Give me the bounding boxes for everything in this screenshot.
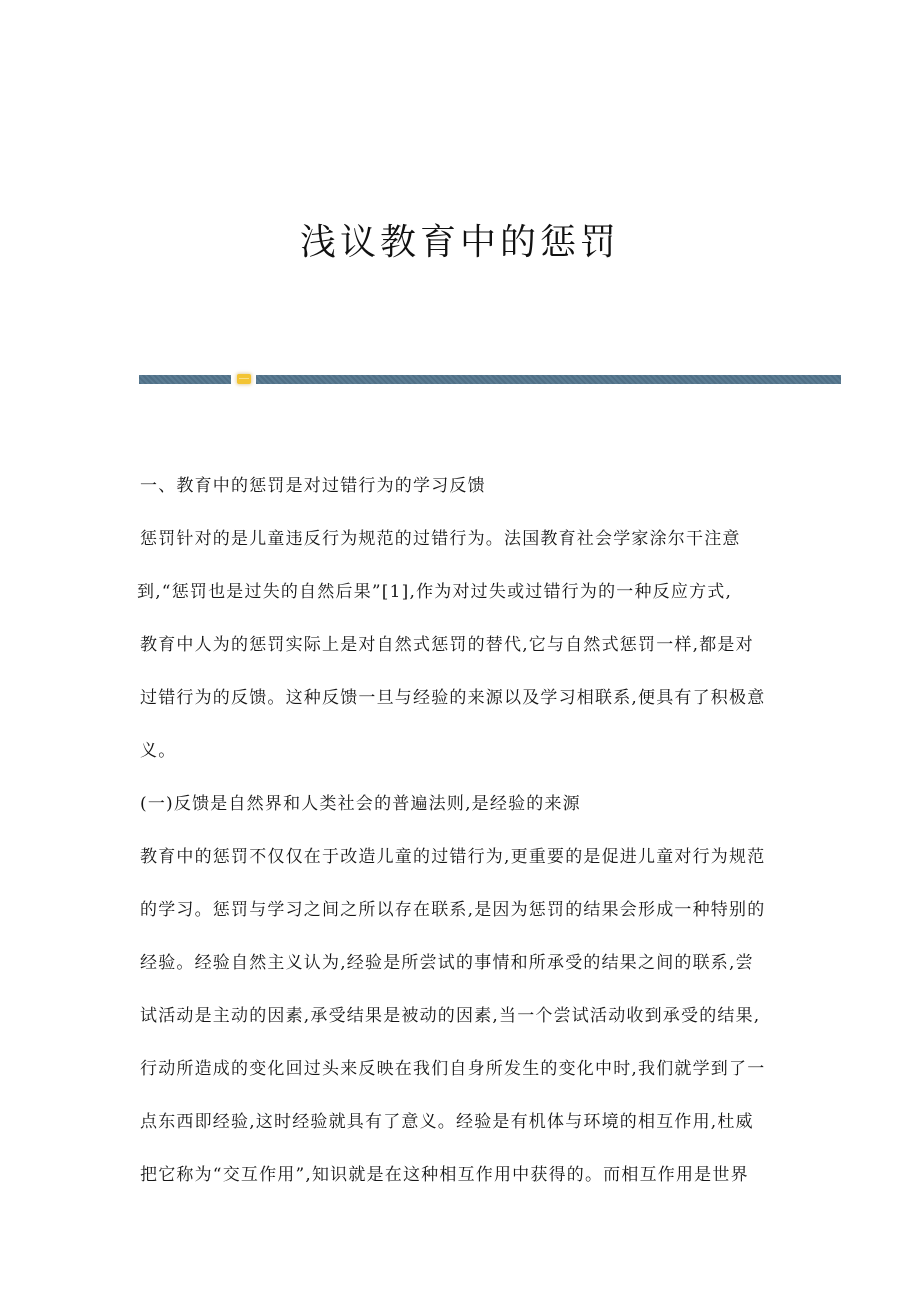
paragraph-line: 惩罚针对的是儿童违反行为规范的过错行为。法国教育社会学家涂尔干注意 — [140, 529, 741, 549]
subsection-heading: (一)反馈是自然界和人类社会的普遍法则,是经验的来源 — [140, 794, 581, 814]
paragraph-line: 行动所造成的变化回过头来反映在我们自身所发生的变化中时,我们就学到了一 — [140, 1059, 766, 1079]
divider-ornament-icon — [237, 374, 251, 384]
paragraph-line: 经验。经验自然主义认为,经验是所尝试的事情和所承受的结果之间的联系,尝 — [140, 953, 754, 973]
divider-bar-left — [139, 375, 231, 384]
paragraph-line: 把它称为“交互作用”,知识就是在这种相互作用中获得的。而相互作用是世界 — [140, 1165, 749, 1185]
paragraph-line: 过错行为的反馈。这种反馈一旦与经验的来源以及学习相联系,便具有了积极意 — [140, 688, 766, 708]
title-divider — [139, 375, 841, 384]
page-title: 浅议教育中的惩罚 — [299, 222, 620, 263]
paragraph-line: 教育中人为的惩罚实际上是对自然式惩罚的替代,它与自然式惩罚一样,都是对 — [140, 635, 754, 655]
document-body — [137, 466, 782, 1195]
paragraph-line: 教育中的惩罚不仅仅在于改造儿童的过错行为,更重要的是促进儿童对行为规范 — [140, 847, 766, 867]
paragraph-1 — [137, 519, 782, 771]
paragraph-line: 试活动是主动的因素,承受结果是被动的因素,当一个尝试活动收到承受的结果, — [140, 1006, 761, 1026]
section-heading: 一、教育中的惩罚是对过错行为的学习反馈 — [140, 476, 486, 496]
paragraph-line: 的学习。惩罚与学习之间之所以存在联系,是因为惩罚的结果会形成一种特别的 — [140, 900, 766, 920]
paragraph-line: 义。 — [140, 741, 177, 761]
divider-bar-right — [256, 375, 841, 384]
paragraph-2 — [140, 837, 782, 1195]
paragraph-line: 到,“惩罚也是过失的自然后果”[1],作为对过失或过错行为的一种反应方式, — [137, 582, 733, 602]
paragraph-line: 点东西即经验,这时经验就具有了意义。经验是有机体与环境的相互作用,杜威 — [140, 1112, 754, 1132]
